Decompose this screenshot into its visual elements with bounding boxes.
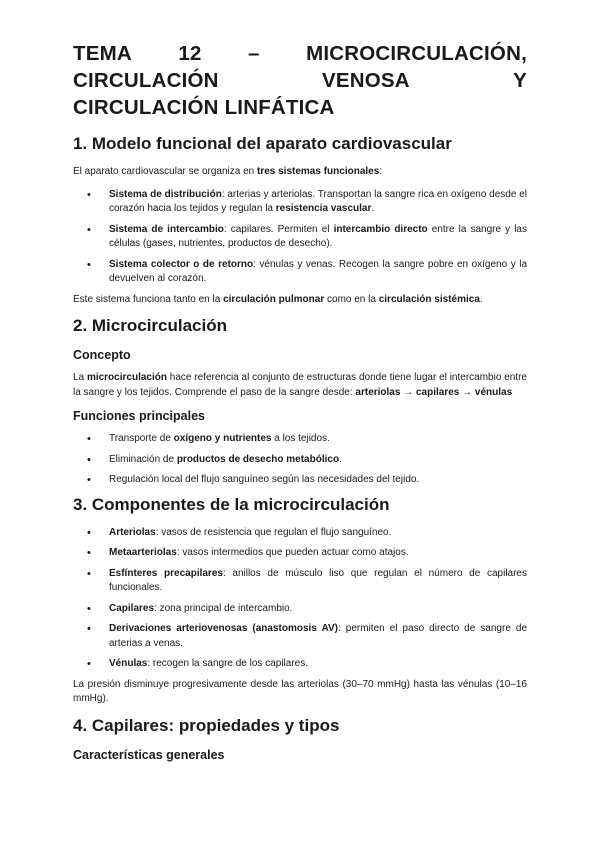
title-line-1: TEMA 12 – MICROCIRCULACIÓN,	[73, 42, 527, 65]
list-item: • Arteriolas: vasos de resistencia que regulan el flujo sanguíneo.	[109, 526, 527, 541]
list-item: • Vénulas: recogen la sangre de los capilares.	[109, 657, 527, 672]
section-1-outro: Este sistema funciona tanto en la circulación pulmonar como en la circulación sistémica.	[73, 293, 483, 305]
functions-heading: Funciones principales	[73, 409, 205, 423]
title-line-3: CIRCULACIÓN LINFÁTICA	[73, 96, 335, 119]
list-item: • Derivaciones arteriovenosas (anastomosis AV): permiten el paso directo de sangre de arterias a venas.	[109, 622, 527, 651]
list-item: • Sistema de intercambio: capilares. Permiten el intercambio directo entre la sangre y las células (gases, nutrientes, productos de desecho).	[109, 223, 527, 252]
list-item: • Metaarteriolas: vasos intermedios que pueden actuar como atajos.	[109, 546, 527, 561]
list-item: • Eliminación de productos de desecho metabólico.	[109, 453, 527, 468]
general-characteristics-heading: Características generales	[73, 747, 225, 762]
components-list	[73, 526, 527, 672]
list-item: • Capilares: zona principal de intercambio.	[109, 602, 527, 617]
section-1-heading: 1. Modelo funcional del aparato cardiovascular	[73, 134, 452, 153]
section-1-list	[73, 188, 527, 287]
page-title	[73, 40, 527, 121]
list-item: • Transporte de oxígeno y nutrientes a los tejidos.	[109, 432, 527, 447]
functions-list	[73, 432, 527, 488]
section-2-heading: 2. Microcirculación	[73, 316, 227, 335]
concept-paragraph: La microcirculación hace referencia al conjunto de estructuras donde tiene lugar el intercambio entre la sangre y los tejidos. Comprende el paso de la sangre desde: arteriolas → capilares → vénulas	[73, 372, 527, 398]
section-4-heading: 4. Capilares: propiedades y tipos	[73, 715, 340, 735]
section-3-heading: 3. Componentes de la microcirculación	[73, 494, 390, 514]
concept-heading: Concepto	[73, 348, 131, 362]
pressure-note: La presión disminuye progresivamente desde las arteriolas (30–70 mmHg) hasta las vénulas (10–16 mmHg).	[73, 678, 527, 704]
list-item: • Sistema de distribución: arterias y arteriolas. Transportan la sangre rica en oxígeno desde el corazón hacia los tejidos y regulan la resistencia vascular.	[109, 188, 527, 217]
list-item: • Regulación local del flujo sanguíneo según las necesidades del tejido.	[109, 473, 527, 488]
title-line-2: CIRCULACIÓN VENOSA Y	[73, 69, 527, 92]
section-1-intro: El aparato cardiovascular se organiza en tres sistemas funcionales:	[73, 166, 383, 177]
list-item: • Sistema colector o de retorno: vénulas y venas. Recogen la sangre pobre en oxígeno y la devuelven al corazón.	[109, 258, 527, 287]
list-item: • Esfínteres precapilares: anillos de músculo liso que regulan el número de capilares funcionales.	[109, 567, 527, 596]
